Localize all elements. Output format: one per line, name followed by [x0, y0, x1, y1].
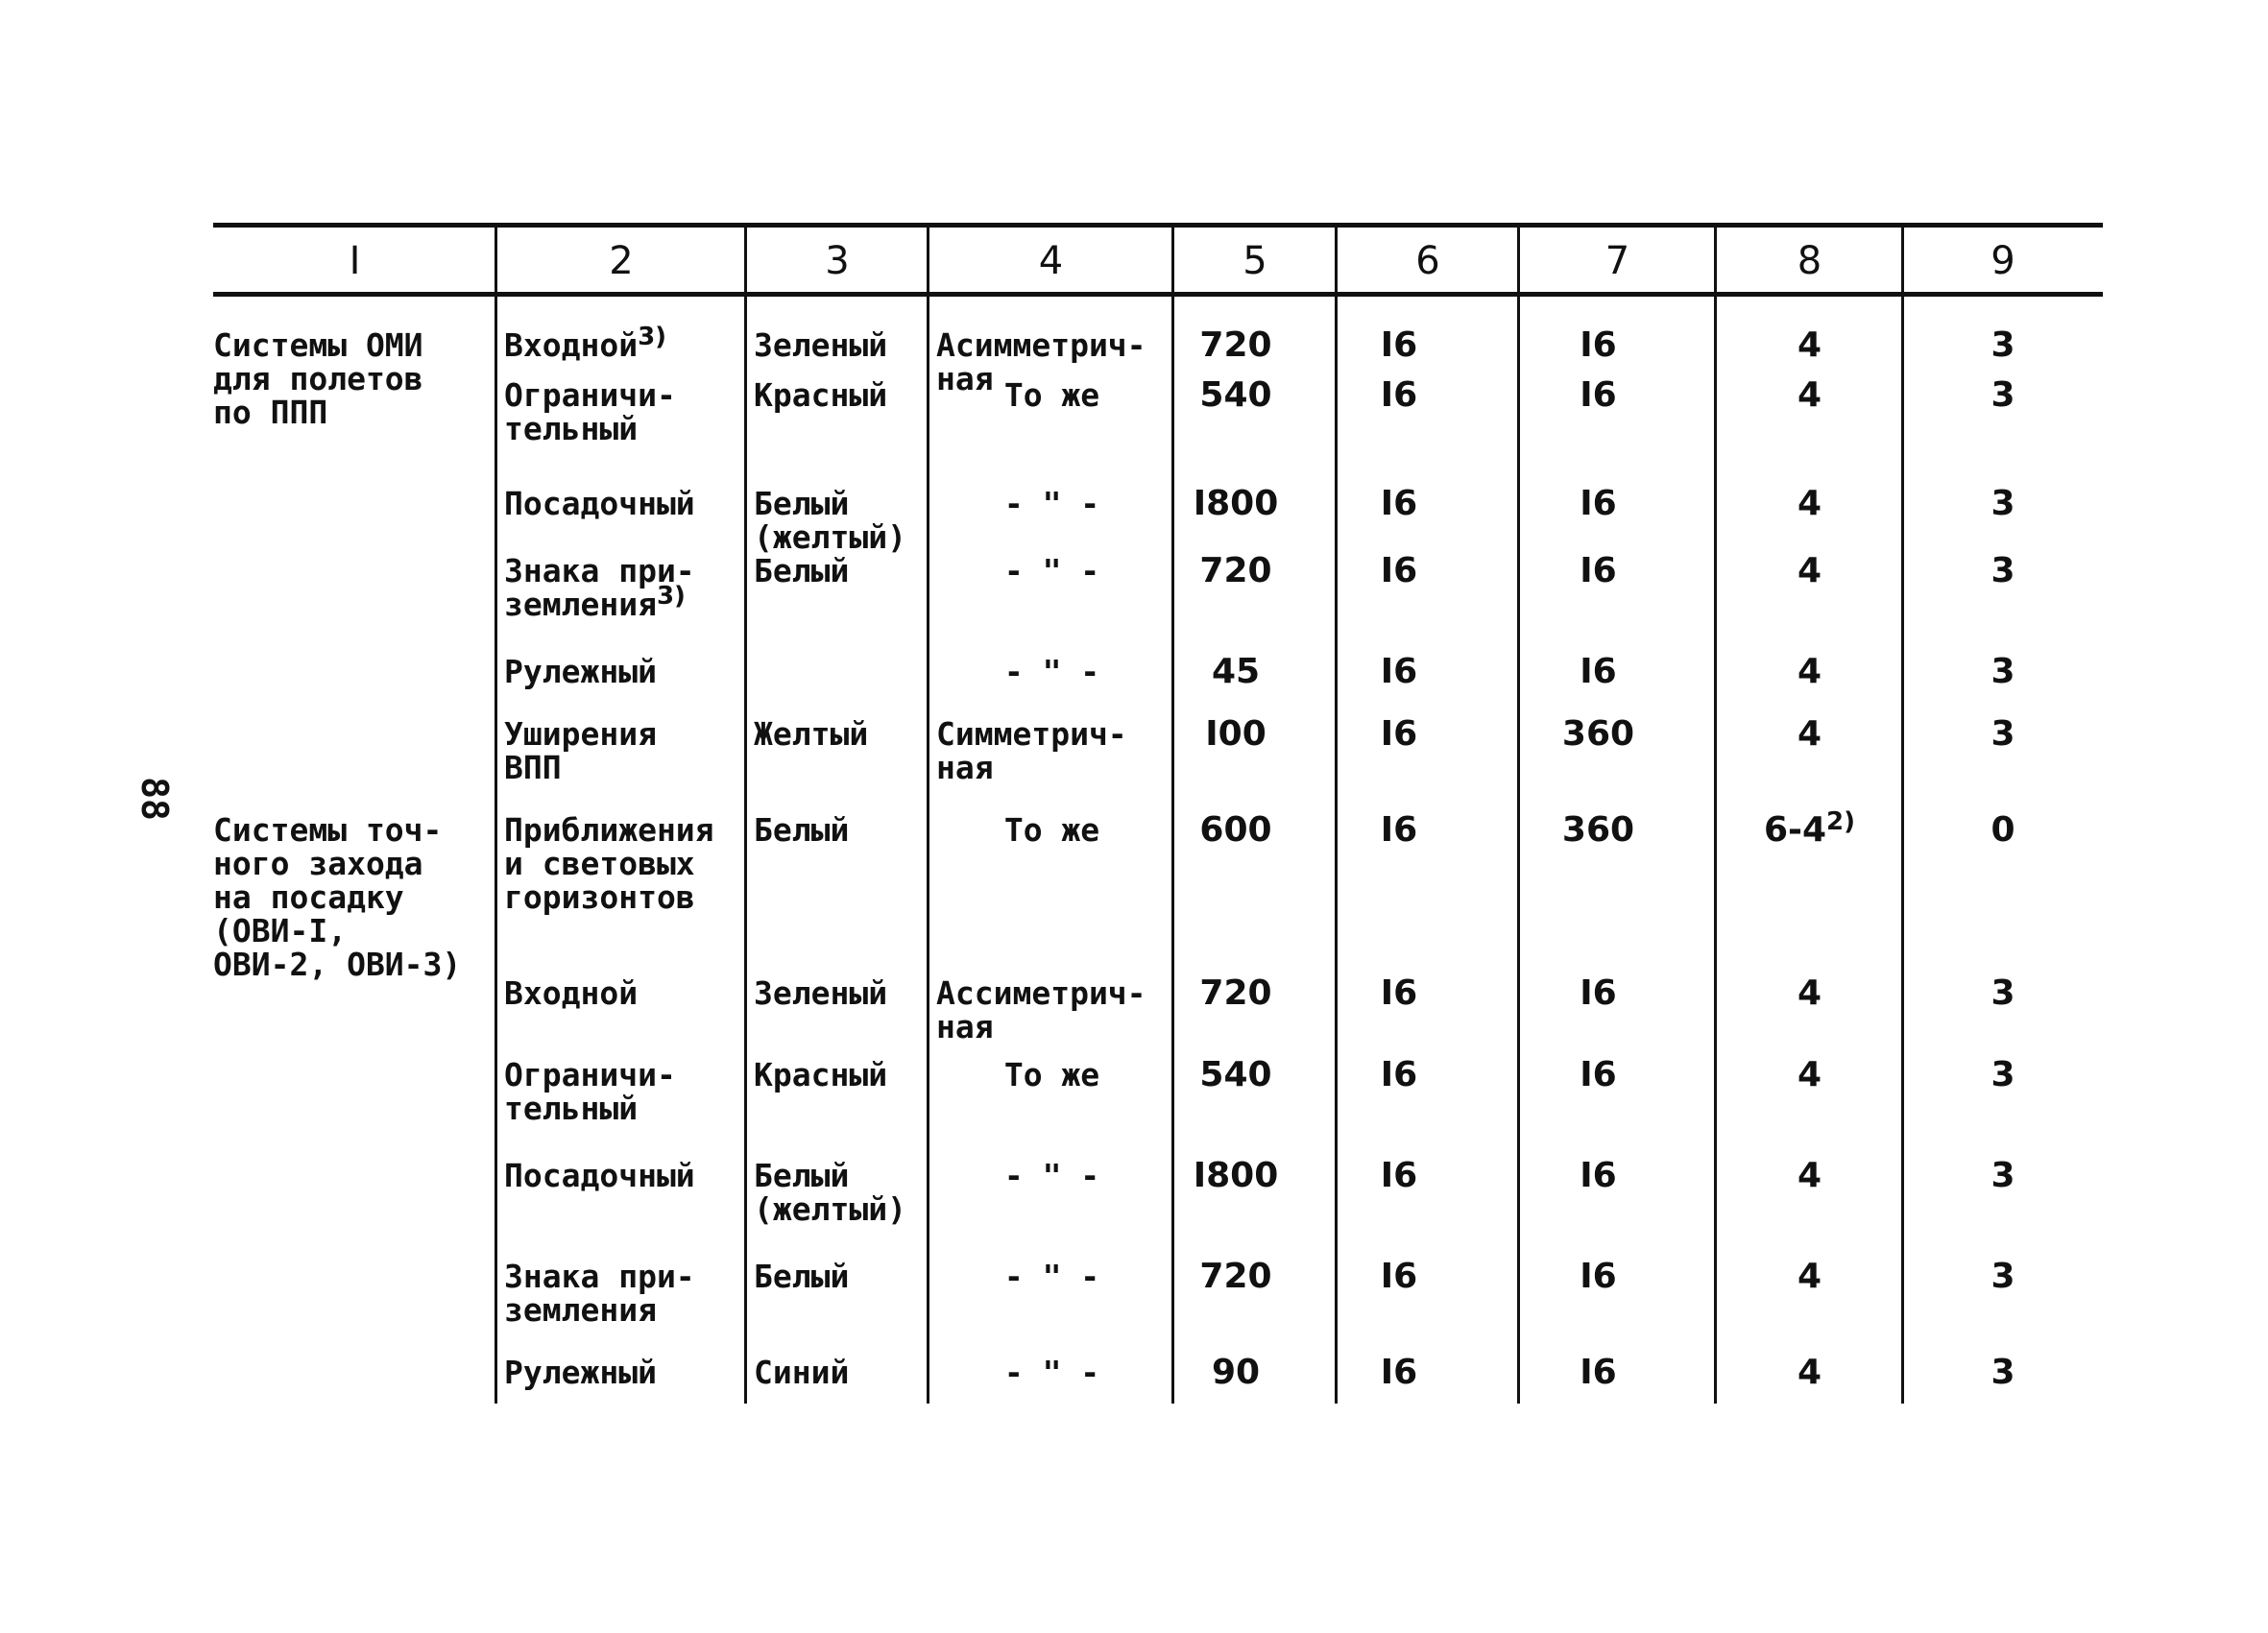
column-header: I [349, 239, 361, 283]
value-col7-text: I6 [1580, 973, 1617, 1013]
value-col6-text: I6 [1380, 1156, 1418, 1195]
light-distribution-text: То же [1003, 1056, 1100, 1093]
value-col8-text: 4 [1797, 714, 1822, 754]
value-col6 [1337, 810, 1461, 850]
light-distribution [936, 976, 1168, 1044]
value-col7-text: 360 [1561, 714, 1635, 754]
value-col6-text: I6 [1380, 325, 1418, 365]
value-col5 [1173, 551, 1298, 590]
light-color [754, 378, 887, 412]
value-col9-text: 3 [1991, 551, 2015, 590]
light-distribution-text: Асимметрич- ная [936, 326, 1146, 397]
value-col8 [1716, 484, 1903, 523]
value-col9-text: 3 [1991, 1353, 2015, 1392]
light-color [754, 1260, 849, 1293]
light-color-text: Белый (желтый) [754, 485, 906, 556]
element-name [504, 378, 676, 445]
value-col8 [1716, 1353, 1903, 1392]
element-name [504, 1260, 695, 1327]
group-label: Системы ОМИ для полетов по ППП [213, 326, 423, 431]
value-col8 [1716, 1257, 1903, 1296]
value-col6 [1337, 652, 1461, 691]
element-name-text: Уширения ВПП [504, 715, 657, 786]
value-col5 [1173, 810, 1298, 850]
value-col8-text: 4 [1797, 325, 1822, 365]
element-name-text: Ограничи- тельный [504, 376, 676, 447]
light-color-text: Белый [754, 552, 850, 589]
footnote-ref: 3) [656, 582, 686, 611]
value-col6 [1337, 484, 1461, 523]
value-col5-text: I00 [1205, 714, 1267, 754]
value-col7-text: I6 [1580, 1055, 1617, 1094]
element-name [504, 487, 695, 520]
value-col7 [1519, 1257, 1677, 1296]
light-distribution [936, 487, 1168, 520]
value-col9-text: 3 [1991, 1257, 2015, 1296]
value-col7 [1519, 714, 1677, 754]
element-name-text: Входной [504, 974, 639, 1012]
value-col5 [1173, 1055, 1298, 1094]
element-name-text: Ограничи- тельный [504, 1056, 676, 1127]
column-header: 5 [1243, 239, 1267, 283]
element-name-text: Рулежный [504, 653, 657, 690]
value-col7-text: I6 [1580, 1353, 1617, 1392]
value-col5-text: 45 [1211, 652, 1261, 691]
footnote-ref: 3) [638, 323, 667, 351]
light-distribution-text: - " - [1003, 1258, 1100, 1295]
value-col5 [1173, 484, 1298, 523]
value-col8 [1716, 551, 1903, 590]
value-col7-text: I6 [1580, 375, 1617, 415]
value-col9-text: 3 [1991, 1156, 2015, 1195]
element-name-text: Посадочный [504, 485, 695, 522]
value-col8-text: 4 [1797, 484, 1822, 523]
value-col5-text: 720 [1199, 551, 1272, 590]
value-col5 [1173, 375, 1298, 415]
element-name-text: Знака при- земления [504, 552, 695, 623]
value-col9 [1903, 1055, 2103, 1094]
column-header: 8 [1797, 239, 1822, 283]
light-color [754, 328, 887, 362]
element-name [504, 1159, 695, 1192]
light-color-text: Белый [754, 811, 850, 849]
value-col7 [1519, 325, 1677, 365]
value-col9-text: 3 [1991, 973, 2015, 1013]
value-col7-text: I6 [1580, 484, 1617, 523]
value-col9 [1903, 973, 2103, 1013]
light-distribution-text: - " - [1003, 485, 1100, 522]
value-col8 [1716, 375, 1903, 415]
light-color-text: Белый (желтый) [754, 1157, 906, 1228]
value-col6 [1337, 1055, 1461, 1094]
light-distribution-text: - " - [1003, 1354, 1100, 1391]
value-col8-text: 6-4 [1763, 810, 1827, 850]
value-col7-text: I6 [1580, 325, 1617, 365]
value-col9 [1903, 484, 2103, 523]
column-divider [927, 223, 929, 1404]
value-col5-text: 720 [1199, 1257, 1272, 1296]
value-col9-text: 3 [1991, 325, 2015, 365]
element-name-text: Рулежный [504, 1354, 657, 1391]
value-col9 [1903, 1353, 2103, 1392]
value-col7 [1519, 551, 1677, 590]
value-col6-text: I6 [1380, 1257, 1418, 1296]
value-col5-text: 720 [1199, 325, 1272, 365]
element-name [504, 323, 667, 364]
value-col8 [1716, 652, 1903, 691]
page-number: 88 [133, 777, 176, 821]
value-col6-text: I6 [1380, 714, 1418, 754]
element-name-text: Входной [504, 326, 639, 364]
value-col7 [1519, 484, 1677, 523]
value-col6 [1337, 325, 1461, 365]
value-col5 [1173, 973, 1298, 1013]
value-col6 [1337, 1257, 1461, 1296]
element-name [504, 717, 657, 784]
value-col6 [1337, 1156, 1461, 1195]
group-label: Системы точ- ного захода на посадку (ОВИ-I, ОВИ-2, ОВИ-3) [213, 811, 462, 983]
value-col5-text: I800 [1193, 1156, 1279, 1195]
value-col6-text: I6 [1380, 484, 1418, 523]
element-name [504, 976, 638, 1010]
value-col6-text: I6 [1380, 1353, 1418, 1392]
column-header: 2 [609, 239, 634, 283]
light-distribution-text: То же [1003, 811, 1100, 849]
value-col5 [1173, 652, 1298, 691]
value-col8-text: 4 [1797, 375, 1822, 415]
value-col6-text: I6 [1380, 1055, 1418, 1094]
value-col9-text: 0 [1991, 810, 2015, 850]
light-color [754, 1058, 887, 1092]
light-distribution [936, 813, 1168, 847]
value-col5-text: I800 [1193, 484, 1279, 523]
light-distribution [936, 554, 1168, 588]
value-col9 [1903, 1156, 2103, 1195]
value-col8-text: 4 [1797, 652, 1822, 691]
column-header: 4 [1038, 239, 1064, 283]
value-col9 [1903, 1257, 2103, 1296]
value-col9 [1903, 810, 2103, 850]
value-col7 [1519, 375, 1677, 415]
light-color-text: Желтый [754, 715, 869, 753]
value-col8 [1716, 1055, 1903, 1094]
value-col5 [1173, 325, 1298, 365]
light-distribution-text: То же [1003, 376, 1100, 414]
value-col5-text: 720 [1199, 973, 1272, 1013]
element-name [504, 1058, 676, 1125]
light-distribution-text: Ассиметрич- ная [936, 974, 1146, 1045]
value-col8 [1716, 807, 1903, 850]
value-col6-text: I6 [1380, 551, 1418, 590]
value-col8 [1716, 973, 1903, 1013]
light-color-text: Синий [754, 1354, 850, 1391]
value-col5-text: 600 [1199, 810, 1272, 850]
value-col5 [1173, 1156, 1298, 1195]
value-col8-text: 4 [1797, 1156, 1822, 1195]
value-col8 [1716, 714, 1903, 754]
element-name-text: Знака при- земления [504, 1258, 695, 1329]
value-col9 [1903, 375, 2103, 415]
value-col6 [1337, 1353, 1461, 1392]
value-col8-text: 4 [1797, 1257, 1822, 1296]
light-color-text: Красный [754, 376, 888, 414]
value-col6 [1337, 375, 1461, 415]
element-name [504, 1356, 657, 1389]
value-col8-text: 4 [1797, 551, 1822, 590]
value-col9 [1903, 714, 2103, 754]
value-col7-text: I6 [1580, 1156, 1617, 1195]
value-col6 [1337, 551, 1461, 590]
column-header: 6 [1415, 239, 1440, 283]
light-color [754, 813, 849, 847]
column-header: 3 [825, 239, 850, 283]
light-color [754, 554, 849, 588]
value-col6 [1337, 973, 1461, 1013]
column-divider [495, 223, 497, 1404]
light-distribution [936, 378, 1168, 412]
column-header: 7 [1604, 239, 1630, 283]
value-col5 [1173, 1353, 1298, 1392]
value-col6-text: I6 [1380, 652, 1418, 691]
element-name-text: Приближения и световых горизонтов [504, 811, 714, 916]
light-color [754, 1159, 906, 1226]
value-col7 [1519, 652, 1677, 691]
value-col7 [1519, 810, 1677, 850]
element-name [504, 813, 714, 914]
light-color-text: Красный [754, 1056, 888, 1093]
value-col9-text: 3 [1991, 714, 2015, 754]
value-col8 [1716, 325, 1903, 365]
value-col9-text: 3 [1991, 652, 2015, 691]
value-col7 [1519, 1156, 1677, 1195]
element-name-text: Посадочный [504, 1157, 695, 1194]
value-col9-text: 3 [1991, 375, 2015, 415]
element-name [504, 554, 695, 621]
light-color-text: Белый [754, 1258, 850, 1295]
light-distribution [936, 1058, 1168, 1092]
light-color [754, 976, 887, 1010]
light-color [754, 1356, 849, 1389]
light-color-text: Зеленый [754, 326, 888, 364]
value-col7 [1519, 973, 1677, 1013]
light-distribution [936, 655, 1168, 688]
value-col6-text: I6 [1380, 810, 1418, 850]
value-col8-text: 4 [1797, 1055, 1822, 1094]
light-distribution-text: - " - [1003, 1157, 1100, 1194]
light-distribution [936, 1356, 1168, 1389]
value-col5-text: 540 [1199, 1055, 1272, 1094]
value-col7-text: I6 [1580, 551, 1617, 590]
footnote-ref: 2) [1826, 807, 1856, 836]
value-col6-text: I6 [1380, 375, 1418, 415]
light-distribution [936, 717, 1168, 784]
light-distribution-text: - " - [1003, 653, 1100, 690]
value-col9-text: 3 [1991, 484, 2015, 523]
value-col7 [1519, 1055, 1677, 1094]
element-name [504, 655, 657, 688]
value-col9 [1903, 652, 2103, 691]
value-col9-text: 3 [1991, 1055, 2015, 1094]
value-col9 [1903, 551, 2103, 590]
value-col6 [1337, 714, 1461, 754]
light-color-text: Зеленый [754, 974, 888, 1012]
value-col7-text: I6 [1580, 652, 1617, 691]
value-col8-text: 4 [1797, 973, 1822, 1013]
value-col5-text: 90 [1211, 1353, 1261, 1392]
value-col6-text: I6 [1380, 973, 1418, 1013]
light-distribution-text: Симметрич- ная [936, 715, 1127, 786]
value-col7-text: I6 [1580, 1257, 1617, 1296]
column-divider [744, 223, 747, 1404]
light-distribution [936, 1159, 1168, 1192]
value-col9 [1903, 325, 2103, 365]
column-header: 9 [1991, 239, 2015, 283]
light-distribution-text: - " - [1003, 552, 1100, 589]
value-col7-text: 360 [1561, 810, 1635, 850]
light-distribution [936, 1260, 1168, 1293]
light-color [754, 717, 868, 751]
value-col5-text: 540 [1199, 375, 1272, 415]
value-col8-text: 4 [1797, 1353, 1822, 1392]
light-color [754, 487, 906, 554]
value-col7 [1519, 1353, 1677, 1392]
value-col8 [1716, 1156, 1903, 1195]
value-col5 [1173, 714, 1298, 754]
value-col5 [1173, 1257, 1298, 1296]
